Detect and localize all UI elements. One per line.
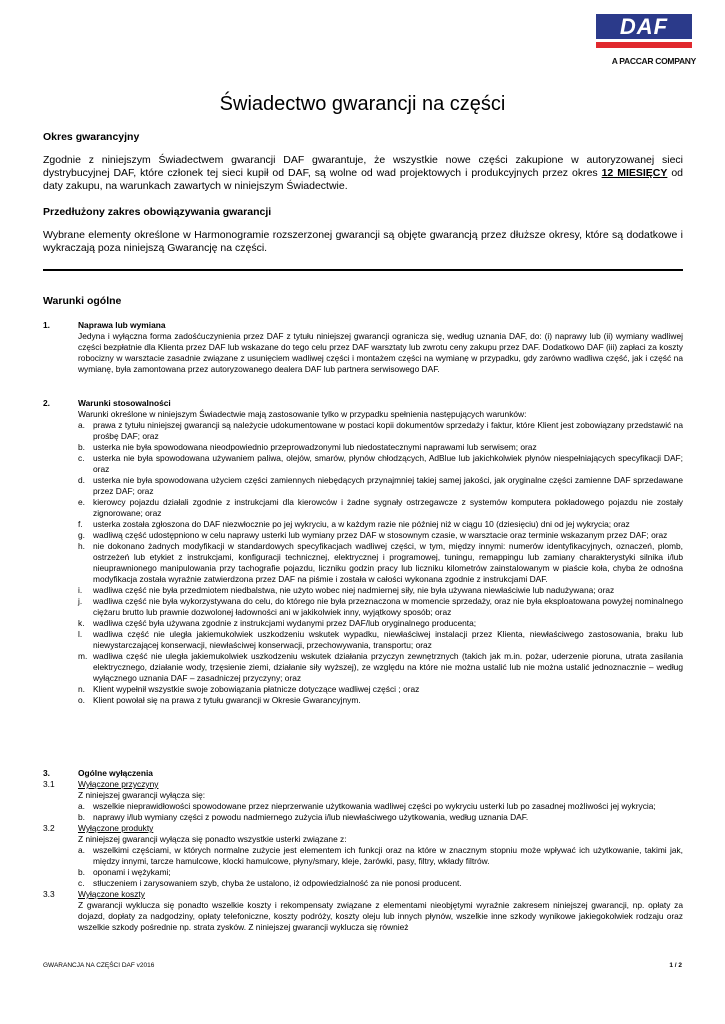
list-item-letter: j. <box>78 596 83 606</box>
section-3: 3. Ogólne wyłączenia 3.1 Wyłączone przyczyny Z niniejszej gwarancji wyłącza się: a. wszelkie nieprawidłowości spowodowane przez nieprzerwanie użytkowania wadliwej części po wykryciu usterki lub po zasadnej możliwości jej wykrycia; b. naprawy i/lub wymiany części z powodu nadmiernego zużycia i/lub niewłaściwego użytkowania, według uznania DAF. 3.2 Wyłączone produkty Z niniejszej gwarancji wyłącza się ponadto wszystkie usterki związane z: a. wszelkimi częściami, w których normalne zużycie jest elementem ich funkcji oraz na które w znacznym stopniu może wpływać ich użytkowanie, takimi jak, między innymi, tarcze hamulcowe, klocki hamulcowe, płyny/smary, kleje, żarówki, pasy, filtry, wkłady filtrów. b. oponami i wężykami; c. stłuczeniem i zarysowaniem szyb, chyba że ustalono, iż odpowiedzialność za nie ponosi producent. 3.3 Wyłączone koszty Z gwarancji wyklucza się ponadto wszelkie koszty i rekompensaty związane z elementami nieobjętymi wyraźnie zakresem niniejszej gwarancji, np. opłaty za dojazd, dopłaty za nadgodziny, opłaty telefoniczne, koszty podróży, koszty oleju lub innych płynów, wszelkie inne szkody wynikowe jakiegokolwiek rodzaju oraz wszelkie szkody pośrednie np. strata zysków. Z niniejszej gwarancji wyklucza się również <box>43 768 683 932</box>
footer-page-number: 1 / 2 <box>669 962 682 969</box>
list-item <box>78 420 683 442</box>
przedluzony-heading: Przedłużony zakres obowiązywania gwarancji <box>43 206 272 218</box>
list-item-letter: d. <box>78 475 85 485</box>
list-item-letter: i. <box>78 585 83 595</box>
list-item-text: kierowcy pojazdu działali zgodnie z instrukcjami dla kierowców i żadne sygnały ostrzegawcze z systemów komputera pokładowego pojazdu nie zostały zignorowane; oraz <box>93 497 683 518</box>
list-item-text: wadliwą część udostępniono w celu naprawy usterki lub wymiany przez DAF w stosownym czasie, w warsztacie oraz terminie wskazanym przez DAF; oraz <box>93 530 668 540</box>
list-item-text: usterka nie była spowodowana używaniem paliwa, olejów, smarów, płynów chłodzących, AdBlue lub jakichkolwiek płynów niespełniających specyfikacji DAF; oraz <box>93 453 683 474</box>
divider <box>43 269 683 271</box>
list-item-text: wadliwa część nie uległa jakiemukolwiek uszkodzeniu wskutek wypadku, niewłaściwej instalacji przez Klienta, niewłaściwego zastosowania, braku lub niewystarczającej konserwacji, niewłaściwej konserwacji, przechowywania, transportu; oraz <box>93 629 683 650</box>
list-item-text: wadliwa część nie była wykorzystywana do celu, do którego nie była przeznaczona w momencie sprzedaży, oraz nie była eksploatowana powyżej nominalnego ciężaru brutto lub prawnie dozwolonej ładowności ani w jakikolwiek inny, wyjątkowy sposób; oraz <box>93 596 683 617</box>
list-item <box>78 618 683 629</box>
list-item-letter: f. <box>78 519 83 529</box>
subsection-title: Wyłączone koszty <box>78 889 145 899</box>
list-item <box>78 442 683 453</box>
warunki-heading: Warunki ogólne <box>43 295 122 307</box>
list-item-text: wadliwa część nie uległa jakiemukolwiek uszkodzeniu wskutek działania przyczyn zewnętrznych (takich jak m.in. pożar, uderzenie pioruna, utrata zasilania elektrycznego, działanie wody, trzęsienie ziemi, działanie siły wyższej), ze względu na które nie można ustalić lub nie można ustalić jednoznacznie – według wyłącznego uznania DAF – zasadniczej przyczyny; oraz <box>93 651 683 683</box>
list-item-letter: b. <box>78 812 85 822</box>
okres-text: Zgodnie z niniejszym Świadectwem gwarancji DAF gwarantuje, że wszystkie nowe części zakupione w autoryzowanej sieci dystrybucyjnej DAF, które członek tej sieci kupił od DAF, są wolne od wad projektowych i produkcyjnych przez okres 12 MIESIĘCY od daty zakupu, na warunkach zawartych w niniejszym Świadectwie. <box>43 154 683 192</box>
list-item-letter: c. <box>78 453 85 463</box>
list-item <box>78 497 683 519</box>
subsection-number: 3.3 <box>43 889 55 899</box>
list-item-text: wszelkimi częściami, w których normalne zużycie jest elementem ich funkcji oraz na które w znacznym stopniu może wpływać ich użytkowanie, takimi jak, między innymi, tarcze hamulcowe, klocki hamulcowe, płyny/smary, kleje, żarówki, pasy, filtry, wkłady filtrów. <box>93 845 683 866</box>
list-item-letter: n. <box>78 684 85 694</box>
subsection <box>43 889 683 933</box>
page-title: Świadectwo gwarancji na części <box>219 93 506 115</box>
list-item-letter: b. <box>78 867 85 877</box>
list-item-letter: c. <box>78 878 85 888</box>
list-item-text: nie dokonano żadnych modyfikacji w standardowych specyfikacjach wadliwej części, w tym, między innymi: numerów identyfikacyjnych, oznaczeń, plomb, ostrzeżeń lub etykiet z instrukcjami, konfiguracji technicznej, elektrycznej i programowej, tuningu, remappingu lub zamiany charakterystyki silnika i/lub nieuprawnionego manipulowania przy tachografie pojazdu, liczniku godzin pracy lub liczniku kilometrów zainstalowanym w piaście koła, chyba że odnośna modyfikacja została wyraźnie zatwierdzona przez DAF na piśmie i została w całości wykonana zgodnie z instrukcjami DAF. <box>93 541 683 584</box>
subsection <box>43 779 683 823</box>
list-item <box>78 845 683 867</box>
subsection-number: 3.2 <box>43 823 55 833</box>
list-item <box>78 651 683 684</box>
list-item-text: Klient wypełnił wszystkie swoje zobowiązania płatnicze dotyczące wadliwej części ; oraz <box>93 684 420 694</box>
list-item-text: wszelkie nieprawidłowości spowodowane przez nieprzerwanie użytkowania wadliwej części po wykryciu usterki lub po zasadnej możliwości jej wykrycia; <box>93 801 656 811</box>
list-item-letter: l. <box>78 629 83 639</box>
list-item <box>78 801 683 812</box>
list-item <box>78 812 683 823</box>
list-item <box>78 695 683 706</box>
logo-tagline: A PACCAR COMPANY <box>611 56 696 66</box>
list-item <box>78 453 683 475</box>
subsection-title: Wyłączone produkty <box>78 823 154 833</box>
list-item-text: wadliwa część była używana zgodnie z instrukcjami wydanymi przez DAF/lub oryginalnego producenta; <box>93 618 477 628</box>
list-item-letter: e. <box>78 497 85 507</box>
list-item-letter: a. <box>78 420 85 430</box>
list-item-letter: m. <box>78 651 88 661</box>
subsection <box>43 823 683 889</box>
subsection-intro: Z niniejszej gwarancji wyłącza się: <box>78 790 206 800</box>
list-item-letter: a. <box>78 801 85 811</box>
list-item <box>78 519 683 530</box>
list-item-text: stłuczeniem i zarysowaniem szyb, chyba że ustalono, iż odpowiedzialność za nie ponosi producent. <box>93 878 462 888</box>
daf-logo <box>592 14 696 66</box>
subsection-number: 3.1 <box>43 779 55 789</box>
list-item-text: naprawy i/lub wymiany części z powodu nadmiernego zużycia i/lub niewłaściwego użytkowania, według uznania DAF. <box>93 812 529 822</box>
okres-heading: Okres gwarancyjny <box>43 131 140 143</box>
list-item-letter: o. <box>78 695 85 705</box>
list-item <box>78 684 683 695</box>
logo-brand: DAF <box>619 14 669 39</box>
list-item-letter: g. <box>78 530 85 540</box>
list-item-letter: k. <box>78 618 85 628</box>
list-item-letter: b. <box>78 442 85 452</box>
list-item-text: usterka została zgłoszona do DAF niezwłocznie po jej wykryciu, a w każdym razie nie później niż w ciągu 10 (dziesięciu) dni od jej wykrycia; oraz <box>93 519 630 529</box>
list-item-text: prawa z tytułu niniejszej gwarancji są należycie udokumentowane w postaci kopii dokumentów sprzedaży i faktur, które Klient jest zobowiązany przedstawić na prośbę DAF; oraz <box>93 420 683 441</box>
list-item-text: wadliwa część nie była przedmiotem niedbalstwa, nie użyto wobec niej nadmiernej siły, nie była używana niewłaściwie lub nadużywana; oraz <box>93 585 615 595</box>
list-item-text: usterka nie była spowodowana użyciem części zamiennych niebędących przynajmniej takiej samej jakości, jak oryginalne części zamienne DAF sprzedawane przez DAF; oraz <box>93 475 683 496</box>
list-item <box>78 585 683 596</box>
list-item <box>78 878 683 889</box>
list-item-text: Klient powołał się na prawa z tytułu gwarancji w Okresie Gwarancyjnym. <box>93 695 361 705</box>
list-item-letter: h. <box>78 541 85 551</box>
section-1: 1. Naprawa lub wymiana Jedyna i wyłączna forma zadośćuczynienia przez DAF z tytułu niniejszej gwarancji ogranicza się, według uznania DAF, do: (i) naprawy lub (ii) wymiany wadliwej części bezpłatnie dla Klienta przez DAF lub wskazane do tego celu przez DAF warsztaty lub zwrotu ceny zakupu przez DAF. Dodatkowo DAF (iii) zapłaci za koszty robocizny w warsztacie zasadnie związane z usunięciem wadliwej części i montażem części na wymianę w przypadku, gdy zarówno wadliwa część, jak i część na wymianę, była zamontowana przez autoryzowanego dealera DAF lub partnera serwisowego DAF. <box>43 320 683 374</box>
list-item <box>78 541 683 585</box>
subsection-intro: Z gwarancji wyklucza się ponadto wszelkie koszty i rekompensaty związane z elementami nieobjętymi wyraźnie zakresem niniejszej gwarancji, np. opłaty za dojazd, dopłaty za nadgodziny, opłaty telefoniczne, koszty podróży, koszty oleju lub innych płynów, wszelkie inne szkody wynikowe jakiegokolwiek rodzaju oraz wszelkie szkody pośrednie np. strata zysków. Z niniejszej gwarancji wyklucza się również <box>78 900 683 932</box>
list-item <box>78 475 683 497</box>
list-item <box>78 867 683 878</box>
list-item <box>78 596 683 618</box>
subsection-intro: Z niniejszej gwarancji wyłącza się ponadto wszystkie usterki związane z: <box>78 834 347 844</box>
list-item-text: oponami i wężykami; <box>93 867 171 877</box>
footer-doc-id: GWARANCJA NA CZĘŚCI DAF v2016 <box>43 962 155 969</box>
list-item <box>78 629 683 651</box>
list-item <box>78 530 683 541</box>
list-item-text: usterka nie była spowodowana nieodpowiednio przeprowadzonymi lub niedostatecznymi naprawami lub serwisem; oraz <box>93 442 537 452</box>
list-item-letter: a. <box>78 845 85 855</box>
logo-red-bar <box>596 42 692 48</box>
przedluzony-text: Wybrane elementy określone w Harmonogramie rozszerzonej gwarancji są objęte gwarancją przez dłuższe okresy, które są dodatkowe i wykraczają poza niniejszą Gwarancję na części. <box>43 229 683 254</box>
subsection-title: Wyłączone przyczyny <box>78 779 159 789</box>
section-2: 2. Warunki stosowalności Warunki określone w niniejszym Świadectwie mają zastosowanie tylko w przypadku spełnienia następujących warunków: a. prawa z tytułu niniejszej gwarancji są należycie udokumentowane w postaci kopii dokumentów sprzedaży i faktur, które Klient jest zobowiązany przedstawić na prośbę DAF; oraz b. usterka nie była spowodowana nieodpowiednio przeprowadzonymi lub niedostatecznymi naprawami lub serwisem; oraz c. usterka nie była spowodowana używaniem paliwa, olejów, smarów, płynów chłodzących, AdBlue lub jakichkolwiek płynów niespełniających specyfikacji DAF; oraz d. usterka nie była spowodowana użyciem części zamiennych niebędących przynajmniej takiej samej jakości, jak oryginalne części zamienne DAF sprzedawane przez DAF; oraz e. kierowcy pojazdu działali zgodnie z instrukcjami dla kierowców i żadne sygnały ostrzegawcze z systemów komputera pokładowego pojazdu nie zostały zignorowane; oraz f. usterka została zgłoszona do DAF niezwłocznie po jej wykryciu, a w każdym razie nie później niż w ciągu 10 (dziesięciu) dni od jej wykrycia; oraz g. wadliwą część udostępniono w celu naprawy usterki lub wymiany przez DAF w stosownym czasie, w warsztacie oraz terminie wskazanym przez DAF; oraz h. nie dokonano żadnych modyfikacji w standardowych specyfikacjach wadliwej części, w tym, między innymi: numerów identyfikacyjnych, oznaczeń, plomb, ostrzeżeń lub etykiet z instrukcjami, konfiguracji technicznej, elektrycznej i programowej, tuningu, remappingu lub zamiany charakterystyki silnika i/lub nieuprawnionego manipulowania przy tachografie pojazdu, liczniku godzin pracy lub liczniku kilometrów zainstalowanym w piaście koła, chyba że odnośna modyfikacja została wyraźnie zatwierdzona przez DAF na piśmie i została w całości wykonana zgodnie z instrukcjami DAF. i. wadliwa część nie była przedmiotem niedbalstwa, nie użyto wobec niej nadmiernej siły, nie była używana niewłaściwie lub nadużywana; oraz j. wadliwa część nie była wykorzystywana do celu, do którego nie była przeznaczona w momencie sprzedaży, oraz nie była eksploatowana powyżej nominalnego ciężaru brutto lub prawnie dozwolonej ładowności ani w jakikolwiek inny, wyjątkowy sposób; oraz k. wadliwa część była używana zgodnie z instrukcjami wydanymi przez DAF/lub oryginalnego producenta; l. wadliwa część nie uległa jakiemukolwiek uszkodzeniu wskutek wypadku, niewłaściwej instalacji przez Klienta, niewłaściwego zastosowania, braku lub niewystarczającej konserwacji, niewłaściwej konserwacji, przechowywania, transportu; oraz m. wadliwa część nie uległa jakiemukolwiek uszkodzeniu wskutek działania przyczyn zewnętrznych (takich jak m.in. pożar, uderzenie pioruna, utrata zasilania elektrycznego, działanie wody, trzęsienie ziemi, działanie siły wyższej), ze względu na które nie można ustalić lub nie można ustalić jednoznacznie – według wyłącznego uznania DAF – zasadniczej przyczyny; oraz n. Klient wypełnił wszystkie swoje zobowiązania płatnicze dotyczące wadliwej części ; oraz o. Klient powołał się na prawa z tytułu gwarancji w Okresie Gwarancyjnym. <box>43 398 683 705</box>
